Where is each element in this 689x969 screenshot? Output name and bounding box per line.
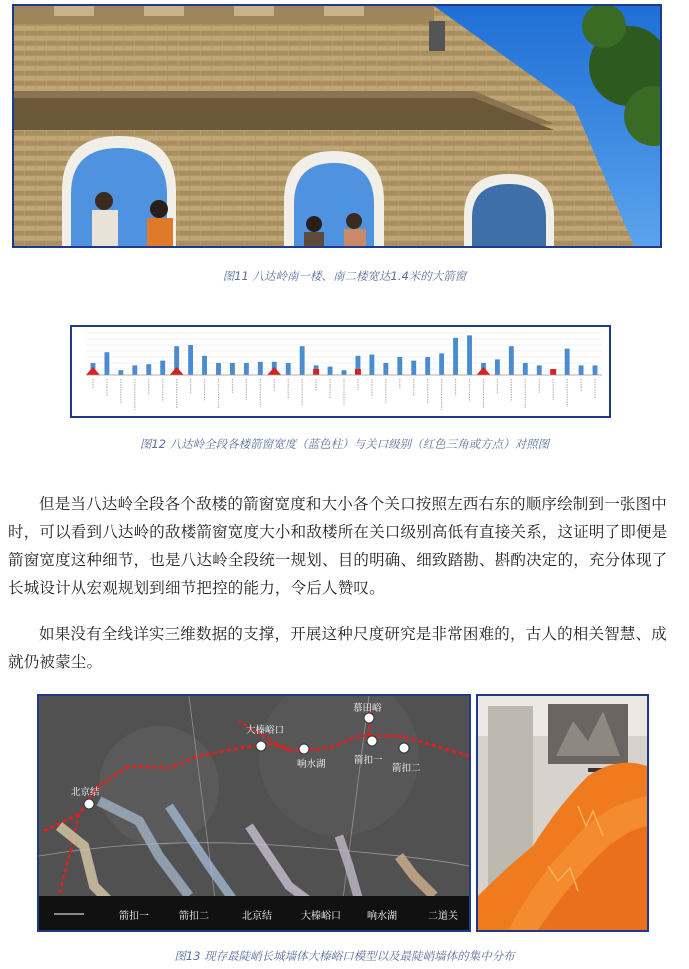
map-label-3: 箭扣一 [354,755,383,766]
figure-13-caption: 图13 现存最陡峭长城墙体大榛峪口模型以及最陡峭墙体的集中分布 [174,949,515,963]
figure-12-caption: 图12 八达岭全段各楼箭窗宽度（蓝色柱）与关口级别（红色三角或方点）对照图 [139,437,550,451]
paragraph-1: 但是当八达岭全段各个敌楼的箭窗宽度和大小各个关口按照左西右东的顺序绘制到一张图中时，可以看到八达岭的敌楼箭窗宽度大小和敌楼所在关口级别高低有直接关系，这证明了即便是箭窗宽度这种细节，也是八达岭全段统一规划、目的明确、细致踏勘、斟酌决定的，充分体现了长城设计从宏观规划到细节把控的能力，令后人赞叹。 [8,495,668,597]
chart-bar [495,359,500,375]
chart-bar [467,335,472,375]
paragraph-2: 如果没有全线详实三维数据的支撑，开展这种尺度研究是非常困难的，古人的相关智慧、成就仍被蒙尘。 [8,625,668,671]
level-triangle-marker [86,367,100,375]
level-square-marker [355,369,361,375]
chart-bar [537,365,542,375]
terrain-model-photo [476,694,649,932]
chart-bar [300,346,305,375]
bottom-label-4: 大榛峪口 [301,911,341,922]
chart-bar [216,363,221,375]
arrow-window-width-chart [70,325,611,418]
chart-bar [258,362,263,375]
bar-chart [72,327,609,416]
bottom-label-6: 二道关 [428,911,458,922]
chart-bar [160,361,165,375]
chart-bar [104,352,109,375]
chart-bar [342,370,347,375]
chart-bar [411,361,416,375]
bottom-label-2: 箭扣二 [179,911,209,922]
arrow-window-photo [12,4,662,248]
level-triangle-marker [476,367,490,375]
chart-bar [523,363,528,375]
map-label-6: 慕田峪 [353,703,382,714]
bottom-label-5: 响水湖 [367,911,397,922]
level-triangle-marker [170,367,184,375]
level-triangle-marker [267,367,281,375]
chart-bar [383,363,388,375]
chart-bar [565,349,570,375]
chart-bar [202,356,207,375]
chart-bar [118,370,123,375]
chart-bar [369,355,374,375]
orange-terrain-model [478,696,647,930]
map-label-1: 大榛峪口 [246,725,285,736]
figure-11-caption: 图11 八达岭南一楼、南二楼宽达1.4米的大箭窗 [222,269,467,283]
great-wall-tower-illustration [14,6,660,246]
chart-bar [244,363,249,375]
chart-bar [439,353,444,375]
chart-bar [286,363,291,375]
map-label-4: 箭扣二 [392,763,421,774]
map-label-5: 北京结 [71,787,100,798]
level-square-marker [313,369,319,375]
chart-bar [579,365,584,375]
chart-bar [328,367,333,375]
chart-bar [230,363,235,375]
chart-bar [593,365,598,375]
bottom-label-3: 北京结 [242,911,272,922]
level-square-marker [550,369,556,375]
chart-bar [509,346,514,375]
map-label-2: 响水湖 [297,759,326,770]
chart-bar [188,345,193,375]
chart-bar [425,357,430,375]
chart-bar [146,364,151,375]
chart-bar [132,365,137,375]
steep-wall-distribution-map [37,694,471,932]
bottom-label-1: 箭扣一 [119,911,149,922]
chart-bar [397,357,402,375]
chart-bar [453,338,458,375]
